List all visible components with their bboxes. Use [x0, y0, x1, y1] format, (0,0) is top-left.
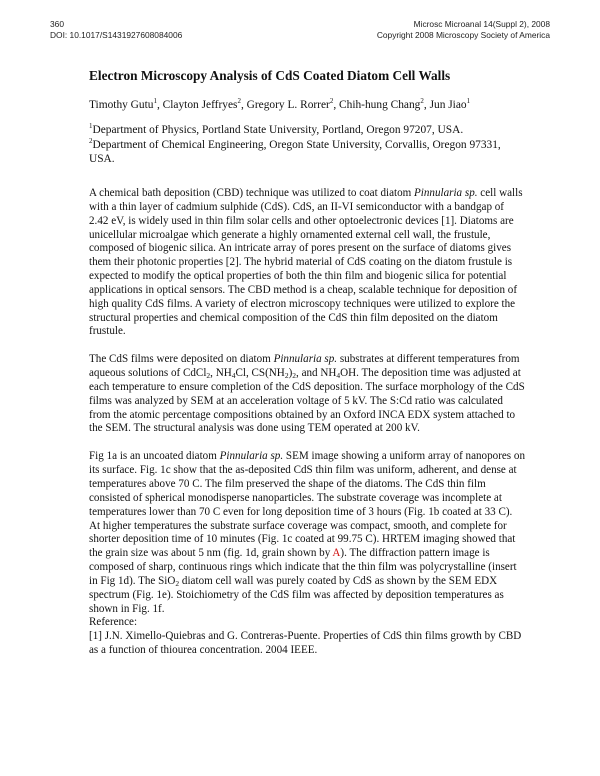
- subscript: 2: [284, 371, 289, 381]
- author-list: Timothy Gutu$^1$, Clayton Jeffryes$^2$, Gregory L. Rorrer$^2$, Chih-hung Chang$^2$, Jun Jiao$^1$: [89, 97, 471, 111]
- text-run: SEM image showing a uniform array of nanopores on its surface. Fig. 1c show that the as-deposited CdS thin film was uniform, adherent, and dense at temperatures above 70 C. The film preserved the shape of the diatoms. The CdS thin film consisted of spherical monodisperse nanoparticles. The substrate coverage was incomplete at temperatures lower than 70 C even for long deposition time of 3 hours (Fig. 1b coated at 33 C). At higher temperatures the substrate surface coverage was compact, smooth, and complete for shorter deposition time of 10 minutes (Fig. 1c coated at 99.75 C). HRTEM imaging showed that the grain size was about 5 nm (fig. 1d, grain shown by: [89, 450, 525, 560]
- author: Gregory L. Rorrer: [246, 99, 330, 111]
- references-heading: Reference:: [89, 616, 138, 629]
- subscript: 2: [206, 371, 211, 381]
- text-run: A chemical bath deposition (CBD) technique was utilized to coat diatom: [89, 186, 415, 199]
- affiliation-text: Department of Physics, Portland State University, Portland, Oregon 97207, USA.: [92, 124, 464, 137]
- subscript: 2: [292, 371, 297, 381]
- text-run: cell walls with a thin layer of cadmium sulphide (CdS). CdS, an II-VI semiconductor with a bandgap of 2.42 eV, is widely used in thin film solar cells and other optoelectronic devices [1]. Diatoms are unicellular microalgae which generate a highly ornamented external cell wall, the frustule, composed of biogenic silica. An intricate array of pores present on the surface of diatoms gives them their photonic properties [2]. The hybrid material of CdS coating on the diatom frustule is expected to modify the optical properties of both the thin film and biogenic silica for potential applications in optical sensors. The CBD method is a cheap, scalable technique for deposition of high quality CdS films. A variety of electron microscopy techniques were utilized to explore the structural properties and chemical composition of the CdS thin film deposited on the diatom frustule.: [89, 186, 523, 338]
- text-run: Cl, CS(NH: [235, 367, 285, 380]
- paragraph-introduction: [89, 187, 525, 339]
- author: Chih-hung Chang: [339, 99, 421, 111]
- article: [89, 68, 525, 658]
- author-affiliation-mark: 2: [237, 97, 241, 106]
- author: Timothy Gutu: [89, 99, 154, 111]
- author-affiliation-mark: 1: [466, 97, 471, 106]
- subscript: 4: [231, 371, 236, 381]
- doi: DOI: 10.1017/S1431927608084006: [50, 29, 183, 40]
- affiliation: [89, 123, 525, 138]
- copyright: Copyright 2008 Microscopy Society of America: [376, 29, 550, 40]
- author: Clayton Jeffryes: [162, 99, 238, 111]
- text-run: OH. The deposition time was adjusted at each temperature to ensure completion of the CdS deposition. The surface morphology of the CdS films was analyzed by SEM at an acceleration voltage of 5 kV. The S:Cd ratio was calculated from the atomic percentage compositions obtained by an Oxford INCA EDX system attached to the SEM. The structural analysis was done using TEM operated at 200 kV.: [89, 367, 525, 435]
- author-affiliation-mark: 2: [329, 97, 334, 106]
- text-run: , and NH: [296, 367, 337, 380]
- affiliation-number: 1: [89, 122, 93, 131]
- article-title: Electron Microscopy Analysis of CdS Coated Diatom Cell Walls: [89, 68, 451, 83]
- reference-item: [1] J.N. Ximello-Quiebras and G. Contreras-Puente. Properties of CdS thin films growth by CBD as a function of thiourea concentration. 2004 IEEE.: [89, 630, 522, 657]
- author-affiliation-mark: 2: [420, 97, 424, 106]
- grain-marker: A: [332, 547, 341, 560]
- species-name: Pinnularia sp.: [414, 186, 478, 199]
- author-affiliation-mark: 1: [153, 97, 157, 106]
- subscript: 4: [336, 371, 341, 381]
- text-run: ): [288, 367, 293, 380]
- affiliation-number: 2: [89, 137, 93, 145]
- running-header-right: [377, 19, 550, 40]
- text-run: , NH: [210, 367, 232, 380]
- text-run: substrates at different temperatures from aqueous solutions of CdCl: [89, 353, 520, 380]
- text-run: The CdS films were deposited on diatom: [89, 353, 274, 366]
- affiliations: [89, 123, 525, 167]
- text-run: Fig 1a is an uncoated diatom: [89, 450, 220, 463]
- text-run: ). The diffraction pattern image is composed of sharp, continuous rings which indicate that the thin film was polycrystalline (insert in Fig 1d). The SiO: [89, 547, 517, 587]
- page-number: 360: [50, 19, 64, 29]
- species-name: Pinnularia sp.: [219, 450, 284, 463]
- affiliation: [89, 138, 525, 167]
- paragraph-methods: [89, 353, 525, 436]
- species-name: Pinnularia sp.: [273, 353, 338, 366]
- affiliation-text: Department of Chemical Engineering, Oregon State University, Corvallis, Oregon 97331, USA.: [89, 138, 501, 166]
- author: Jun Jiao: [429, 99, 467, 111]
- journal-citation: Microsc Microanal 14(Suppl 2), 2008: [413, 19, 550, 29]
- paragraph-results: [89, 450, 525, 616]
- text-run: diatom cell wall was purely coated by CdS as shown by the SEM EDX spectrum (Fig. 1e). Stoichiometry of the CdS film was affected by deposition temperatures as shown in Fig. 1f.: [89, 574, 504, 615]
- running-header-left: [50, 19, 182, 40]
- subscript: 2: [175, 578, 180, 588]
